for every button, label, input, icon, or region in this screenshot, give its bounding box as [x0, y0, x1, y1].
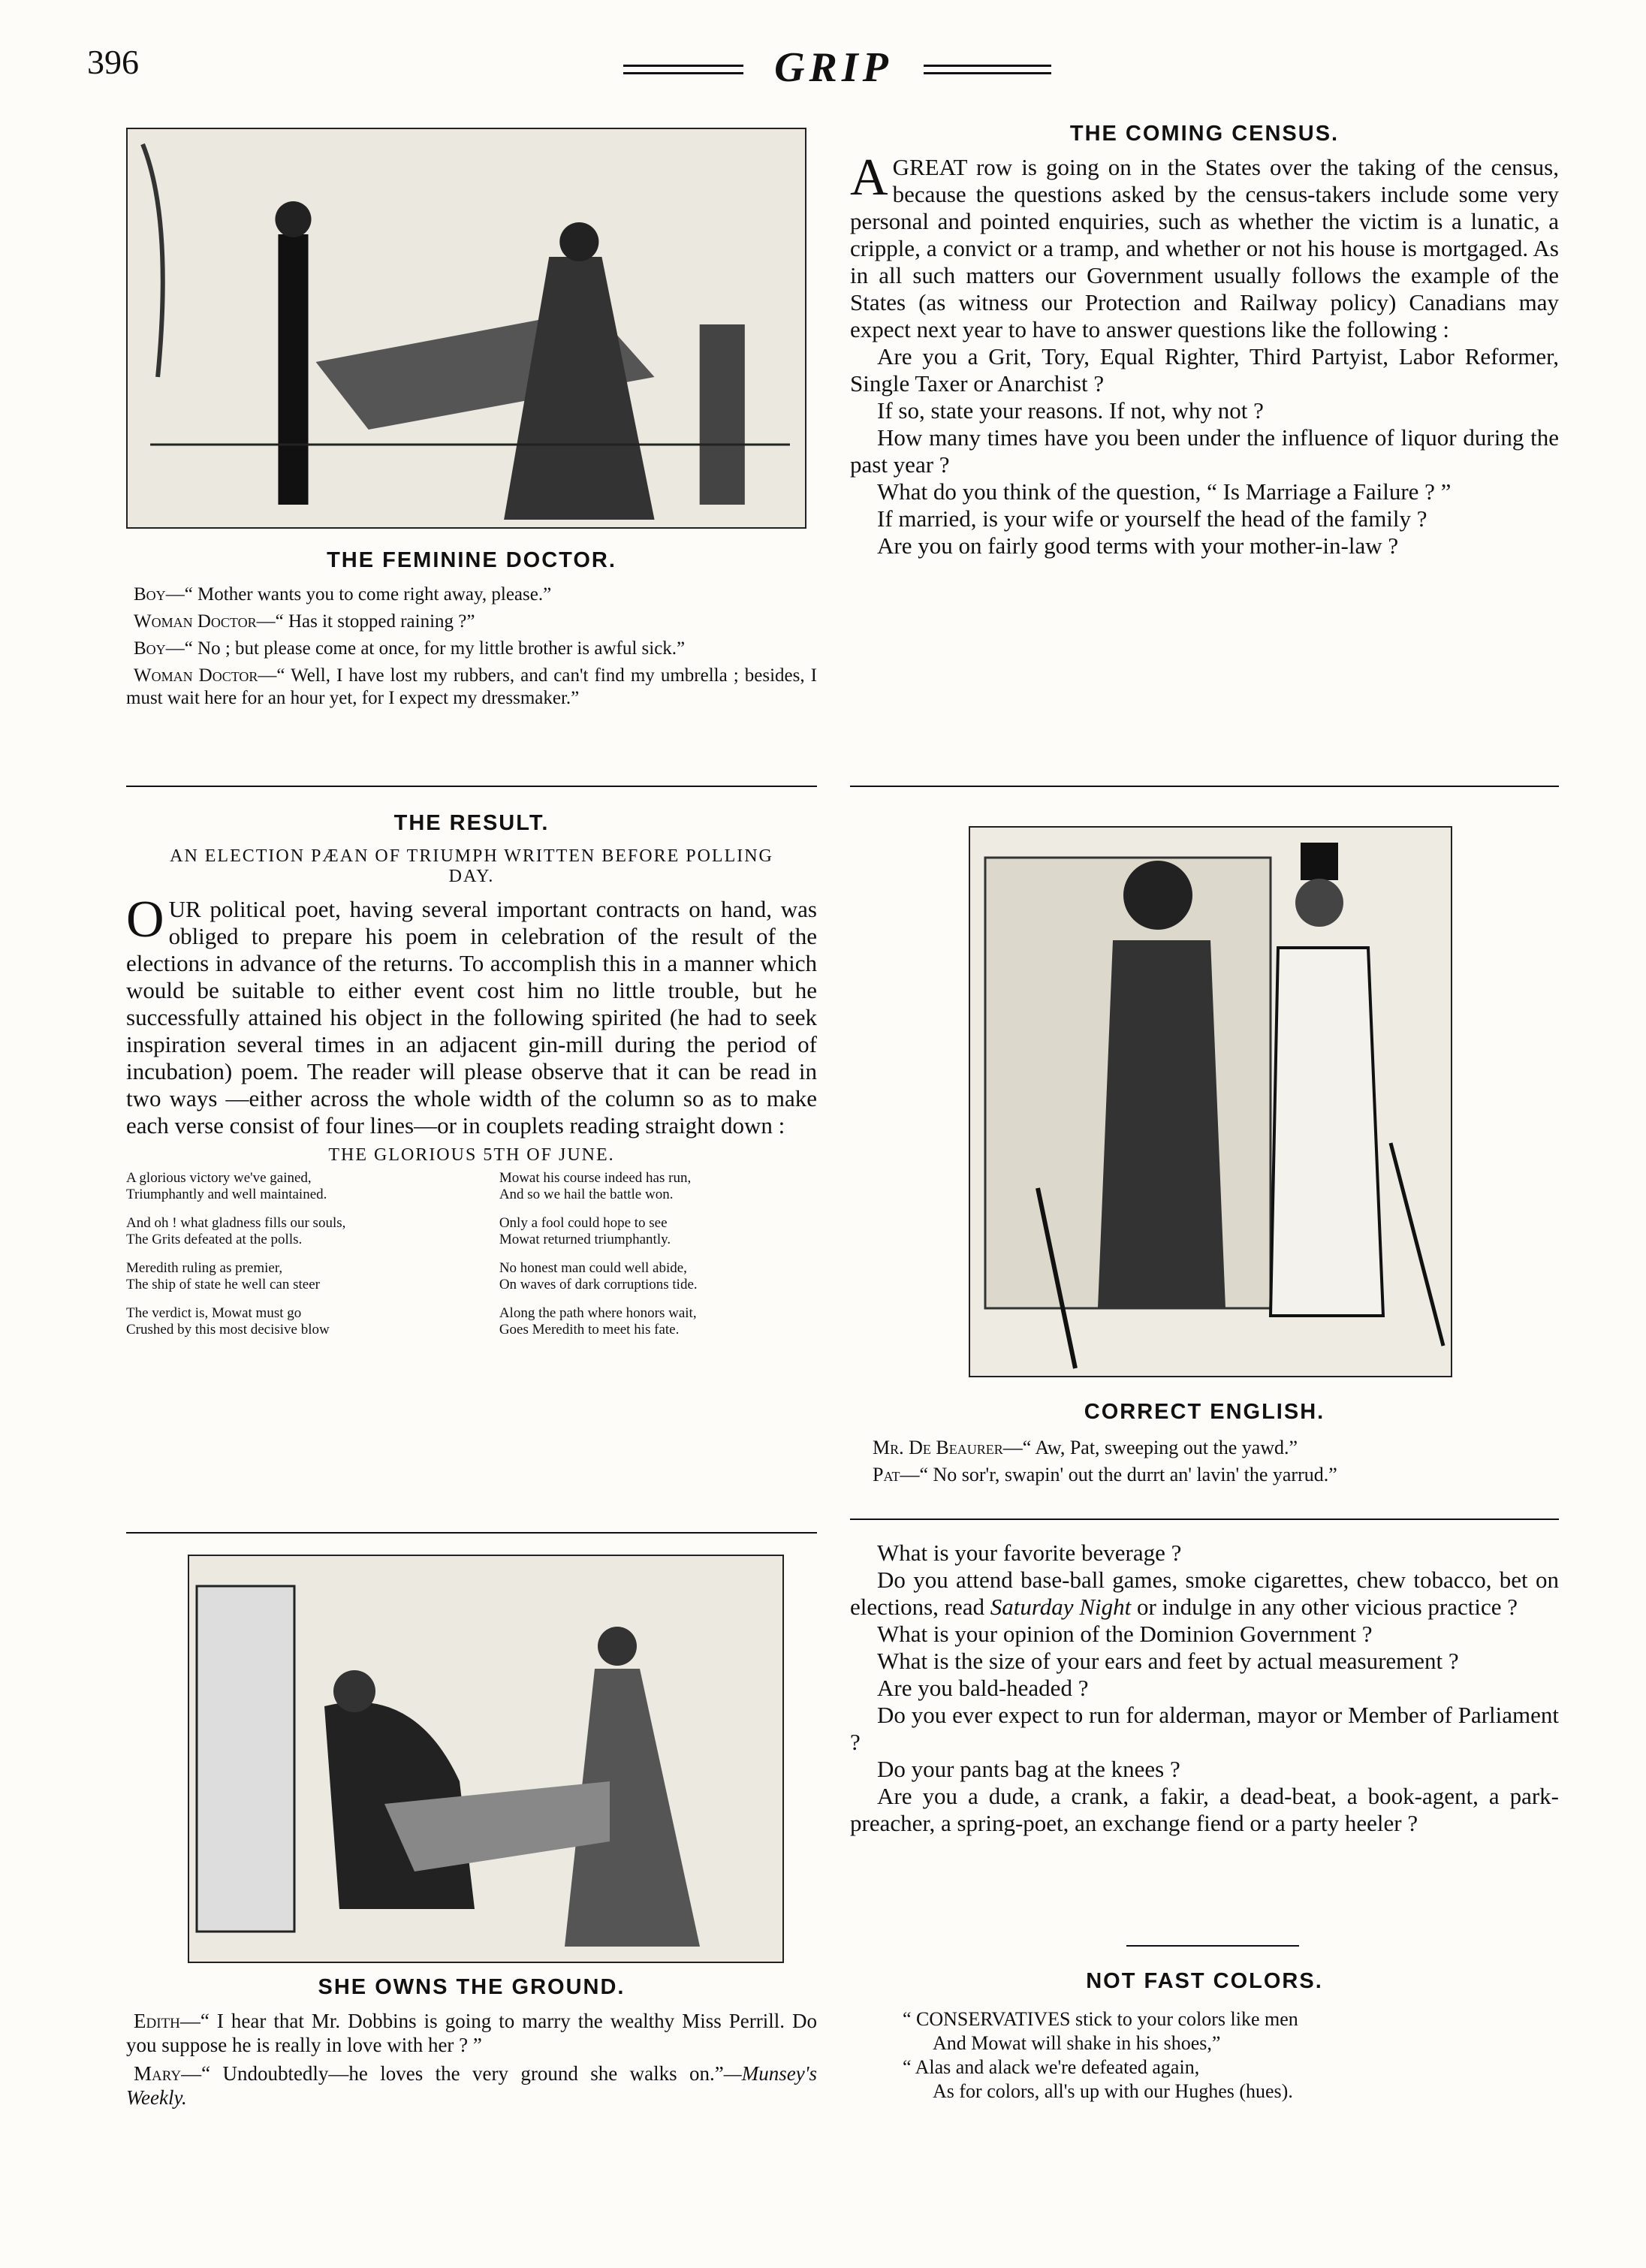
caption-line: Boy—“ Mother wants you to come right away, please.” [134, 584, 552, 605]
correct-english-title: CORRECT ENGLISH. [1084, 1400, 1325, 1424]
poem-verse: A glorious victory we've gained, Triumphantly and well maintained. [126, 1170, 327, 1202]
census-question: If married, is your wife or yourself the head of the family ? [877, 505, 1427, 532]
feminine-doctor-title: THE FEMININE DOCTOR. [327, 548, 616, 572]
masthead-rule-right [924, 65, 1051, 67]
not-fast-colors-section [850, 1969, 1559, 2104]
census-question: What is the size of your ears and feet by actual measurement ? [877, 1648, 1459, 1674]
census-question: Do you ever expect to run for alderman, mayor or Member of Parliament ? [850, 1702, 1559, 1755]
feminine-doctor-section [126, 548, 817, 714]
census-question: Do your pants bag at the knees ? [877, 1756, 1180, 1782]
poem-verse: No honest man could well abide, On waves of dark corruptions tide. [499, 1260, 698, 1292]
coming-census-section [850, 122, 1559, 559]
census-continued [850, 1540, 1559, 1837]
verse-line: As for colors, all's up with our Hughes (hues). [933, 2080, 1293, 2102]
result-paragraph: OUR political poet, having several important contracts on hand, was obliged to prepare his poem in celebration of the result of the elections in advance of the returns. To accomplish this in a manner which would be suitable to either event cost him no little trouble, but he successfully attained his object in the following spirited (he had to seek inspiration several times in an adjacent gin-mill during the period of incubation) poem. The reader will please observe that it can be read in two ways —either across the whole width of the column so as to make each verse consist of four lines—or in couplets reading straight down : [126, 891, 817, 1139]
census-question: How many times have you been under the influence of liquor during the past year ? [850, 424, 1559, 478]
masthead-rule-right-2 [924, 72, 1051, 74]
census-question: Do you attend base-ball games, smoke cigarettes, chew tobacco, bet on elections, read Saturday Night or indulge in any other vicious practice ? [850, 1567, 1559, 1620]
caption-line: Edith—“ I hear that Mr. Dobbins is going to marry the wealthy Miss Perrill. Do you suppose he is really in love with her ? ” [126, 2010, 817, 2056]
poem-verse: Only a fool could hope to see Mowat returned triumphantly. [499, 1215, 671, 1247]
feminine-doctor-illustration [126, 128, 806, 529]
correct-english-section [850, 1400, 1559, 1491]
page-number: 396 [87, 43, 139, 81]
census-question: Are you on fairly good terms with your mother-in-law ? [877, 532, 1399, 559]
census-question: Are you a dude, a crank, a fakir, a dead-beat, a book-agent, a park-preacher, a spring-poet, an exchange fiend or a party heeler ? [850, 1783, 1559, 1836]
she-owns-ground-title: SHE OWNS THE GROUND. [318, 1975, 626, 1999]
poem-verse: And oh ! what gladness fills our souls, The Grits defeated at the polls. [126, 1215, 346, 1247]
census-question: What is your favorite beverage ? [877, 1540, 1182, 1566]
verse-line: “ Alas and alack we're defeated again, [903, 2056, 1200, 2078]
poem-verse: Mowat his course indeed has run, And so we hail the battle won. [499, 1170, 692, 1202]
census-question: Are you a Grit, Tory, Equal Righter, Third Partyist, Labor Reformer, Single Taxer or Anarchist ? [850, 343, 1559, 397]
census-question: If so, state your reasons. If not, why not ? [877, 397, 1264, 424]
short-divider [1126, 1945, 1299, 1947]
divider [850, 1519, 1559, 1520]
verse-line: And Mowat will shake in his shoes,” [933, 2032, 1221, 2054]
result-title: THE RESULT. [393, 811, 550, 835]
verse-line: “ CONSERVATIVES stick to your colors like men [903, 2008, 1298, 2030]
poem-title: THE GLORIOUS 5TH OF JUNE. [328, 1145, 615, 1165]
census-paragraph: AGREAT row is going on in the States over the taking of the census, because the questions asked by the census-takers include some very personal and pointed enquiries, such as whether the victim is a lunatic, a cripple, a convict or a tramp, and whether or not his house is mortgaged. As in all such matters our Government usually follows the example of the States (as witness our Protection and Railway policy) Canadians may expect next year to have to answer questions like the following : [850, 149, 1559, 342]
census-question: What do you think of the question, “ Is Marriage a Failure ? ” [877, 478, 1452, 505]
census-question: Are you bald-headed ? [877, 1675, 1089, 1701]
caption-line: Woman Doctor—“ Well, I have lost my rubbers, and can't find my umbrella ; besides, I must wait here for an hour yet, for I expect my dressmaker.” [126, 665, 817, 708]
divider [126, 786, 817, 787]
poem-verse: Along the path where honors wait, Goes Meredith to meet his fate. [499, 1305, 697, 1338]
caption-line: Boy—“ No ; but please come at once, for my little brother is awful sick.” [134, 638, 686, 659]
caption-line: Woman Doctor—“ Has it stopped raining ?” [134, 611, 475, 632]
divider [850, 786, 1559, 787]
result-subtitle: AN ELECTION PÆAN OF TRIUMPH WRITTEN BEFORE POLLING DAY. [170, 846, 773, 886]
poem-verse: The verdict is, Mowat must go Crushed by this most decisive blow [126, 1305, 330, 1338]
not-fast-colors-title: NOT FAST COLORS. [1086, 1969, 1323, 1993]
census-question: What is your opinion of the Dominion Government ? [877, 1621, 1373, 1647]
caption-line: Mr. De Beaurer—“ Aw, Pat, sweeping out the yawd.” [873, 1437, 1298, 1458]
source-credit: —Munsey's Weekly. [126, 2062, 817, 2109]
divider [126, 1532, 817, 1534]
caption-line: Mary—“ Undoubtedly—he loves the very ground she walks on.”—Munsey's Weekly. [126, 2062, 817, 2109]
poem [126, 1170, 817, 1338]
she-owns-ground-illustration [188, 1555, 784, 1963]
result-section [126, 811, 817, 1350]
correct-english-illustration [969, 826, 1452, 1377]
she-owns-ground-section [126, 1975, 817, 2114]
verse [903, 2007, 1559, 2104]
poem-verse: Meredith ruling as premier, The ship of state he well can steer [126, 1260, 320, 1292]
caption-line: Pat—“ No sor'r, swapin' out the durrt an' lavin' the yarrud.” [873, 1464, 1337, 1485]
masthead: GRIP [774, 44, 893, 91]
coming-census-title: THE COMING CENSUS. [1069, 122, 1340, 146]
